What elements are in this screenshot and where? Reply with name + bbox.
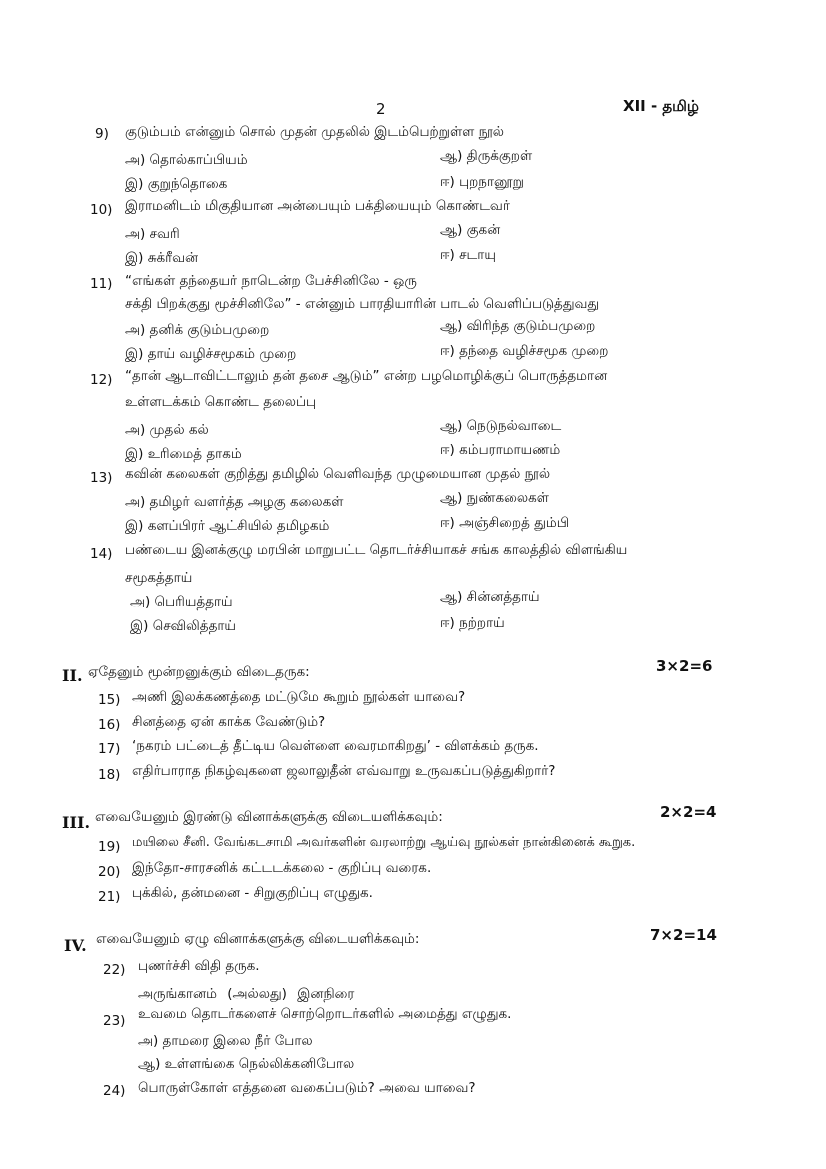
option-d: ஈ) கம்பராமாயணம் — [440, 442, 561, 458]
question-text: எதிர்பாராத நிகழ்வுகளை ஜலாலுதீன் எவ்வாறு உருவகப்படுத்துகிறார்? — [132, 763, 556, 779]
question-subtext: ஆ) உள்ளங்கை நெல்லிக்கனிபோல — [138, 1056, 355, 1072]
option-b: ஆ) சின்னத்தாய் — [440, 589, 540, 605]
option-b: ஆ) விரிந்த குடும்பமுறை — [440, 318, 596, 334]
option-c: இ) தாய் வழிச்சமூகம் முறை — [125, 346, 297, 362]
question-number: 15) — [98, 692, 121, 708]
option-d: ஈ) சடாயு — [440, 247, 496, 263]
question-number: 19) — [98, 839, 121, 855]
option-d: ஈ) தந்தை வழிச்சமூக முறை — [440, 343, 609, 359]
option-a: அ) தொல்காப்பியம் — [125, 152, 248, 168]
option-c: இ) செவிலித்தாய் — [130, 618, 236, 634]
option-b: ஆ) திருக்குறள் — [440, 148, 533, 164]
question-text: உள்ளடக்கம் கொண்ட தலைப்பு — [125, 394, 317, 410]
section-number: III. — [62, 813, 91, 832]
option-d: ஈ) நற்றாய் — [440, 615, 505, 631]
option-b: ஆ) நுண்கலைகள் — [440, 490, 549, 506]
section-title: எவையேனும் ஏழு வினாக்களுக்கு விடையளிக்கவும்: — [96, 931, 420, 947]
question-subtext: அ) தாமரை இலை நீர் போல — [138, 1033, 313, 1049]
question-number: 13) — [90, 470, 113, 486]
option-c: இ) களப்பிரர் ஆட்சியில் தமிழகம் — [125, 518, 330, 534]
question-number: 22) — [103, 962, 126, 978]
option-b: ஆ) குகன் — [440, 222, 501, 238]
section-marks: 3×2=6 — [656, 657, 713, 675]
option-c: இ) உரிமைத் தாகம் — [125, 446, 242, 462]
option-c: இ) சுக்ரீவன் — [125, 250, 199, 266]
question-text: இராமனிடம் மிகுதியான அன்பையும் பக்தியையும் கொண்டவர் — [125, 198, 510, 214]
option-a: அ) சவரி — [125, 226, 180, 242]
question-text: “தான் ஆடாவிட்டாலும் தன் தசை ஆடும்” என்ற பழமொழிக்குப் பொருத்தமான — [125, 368, 608, 384]
question-text: பொருள்கோள் எத்தனை வகைப்படும்? அவை யாவை? — [138, 1080, 476, 1096]
question-number: 21) — [98, 889, 121, 905]
option-d: ஈ) அஞ்சிறைத் தும்பி — [440, 515, 570, 531]
question-number: 23) — [103, 1013, 126, 1029]
question-number: 12) — [90, 372, 113, 388]
question-text: ‘நகரம் பட்டைத் தீட்டிய வெள்ளை வைரமாகிறது’ - விளக்கம் தருக. — [132, 738, 539, 754]
question-text: சினத்தை ஏன் காக்க வேண்டும்? — [132, 714, 326, 730]
question-subtext: அருங்கானம் (அல்லது) இனநிரை — [138, 986, 355, 1002]
question-text: புணர்ச்சி விதி தருக. — [138, 958, 260, 974]
question-number: 16) — [98, 717, 121, 733]
option-a: அ) தனிக் குடும்பமுறை — [125, 322, 270, 338]
question-text: குடும்பம் என்னும் சொல் முதன் முதலில் இடம்பெற்றுள்ள நூல் — [125, 124, 505, 140]
question-number: 20) — [98, 864, 121, 880]
question-number: 18) — [98, 767, 121, 783]
section-marks: 2×2=4 — [660, 803, 717, 821]
question-number: 9) — [95, 126, 109, 142]
option-d: ஈ) புறநானூறு — [440, 174, 524, 190]
question-text: கவின் கலைகள் குறித்து தமிழில் வெளிவந்த முழுமையான முதல் நூல் — [125, 466, 551, 482]
question-number: 11) — [90, 276, 113, 292]
question-number: 24) — [103, 1083, 126, 1099]
question-number: 17) — [98, 741, 121, 757]
section-number: II. — [62, 666, 83, 685]
question-number: 14) — [90, 546, 113, 562]
question-text: இந்தோ-சாரசனிக் கட்டடக்கலை - குறிப்பு வரைக. — [132, 860, 432, 876]
question-text: “எங்கள் தந்தையர் நாடென்ற பேச்சினிலே - ஒரு — [125, 273, 417, 289]
question-text: சக்தி பிறக்குது மூச்சினிலே” - என்னும் பாரதியாரின் பாடல் வெளிப்படுத்துவது — [125, 296, 600, 312]
question-text: மயிலை சீனி. வேங்கடசாமி அவர்களின் வரலாற்று ஆய்வு நூல்கள் நான்கினைக் கூறுக. — [132, 835, 636, 850]
option-a: அ) பெரியத்தாய் — [130, 594, 233, 610]
option-b: ஆ) நெடுநல்வாடை — [440, 418, 562, 434]
question-number: 10) — [90, 202, 113, 218]
question-text: புக்கில், தன்மனை - சிறுகுறிப்பு எழுதுக. — [132, 885, 373, 901]
question-text: சமூகத்தாய் — [125, 570, 193, 586]
question-text: பண்டைய இனக்குழு மரபின் மாறுபட்ட தொடர்ச்சியாகச் சங்க காலத்தில் விளங்கிய — [125, 542, 628, 558]
section-title: எவையேனும் இரண்டு வினாக்களுக்கு விடையளிக்கவும்: — [95, 809, 443, 825]
option-c: இ) குறுந்தொகை — [125, 176, 228, 192]
question-text: அணி இலக்கணத்தை மட்டுமே கூறும் நூல்கள் யாவை? — [132, 689, 466, 705]
section-title: ஏதேனும் மூன்றனுக்கும் விடைதருக: — [88, 664, 310, 680]
section-marks: 7×2=14 — [650, 926, 717, 944]
question-text: உவமை தொடர்களைச் சொற்றொடர்களில் அமைத்து எழுதுக. — [138, 1006, 512, 1022]
section-number: IV. — [64, 936, 87, 955]
option-a: அ) முதல் கல் — [125, 422, 209, 438]
subject-header: XII - தமிழ் — [623, 97, 700, 115]
page-number: 2 — [376, 100, 386, 118]
option-a: அ) தமிழர் வளர்த்த அழகு கலைகள் — [125, 494, 344, 510]
